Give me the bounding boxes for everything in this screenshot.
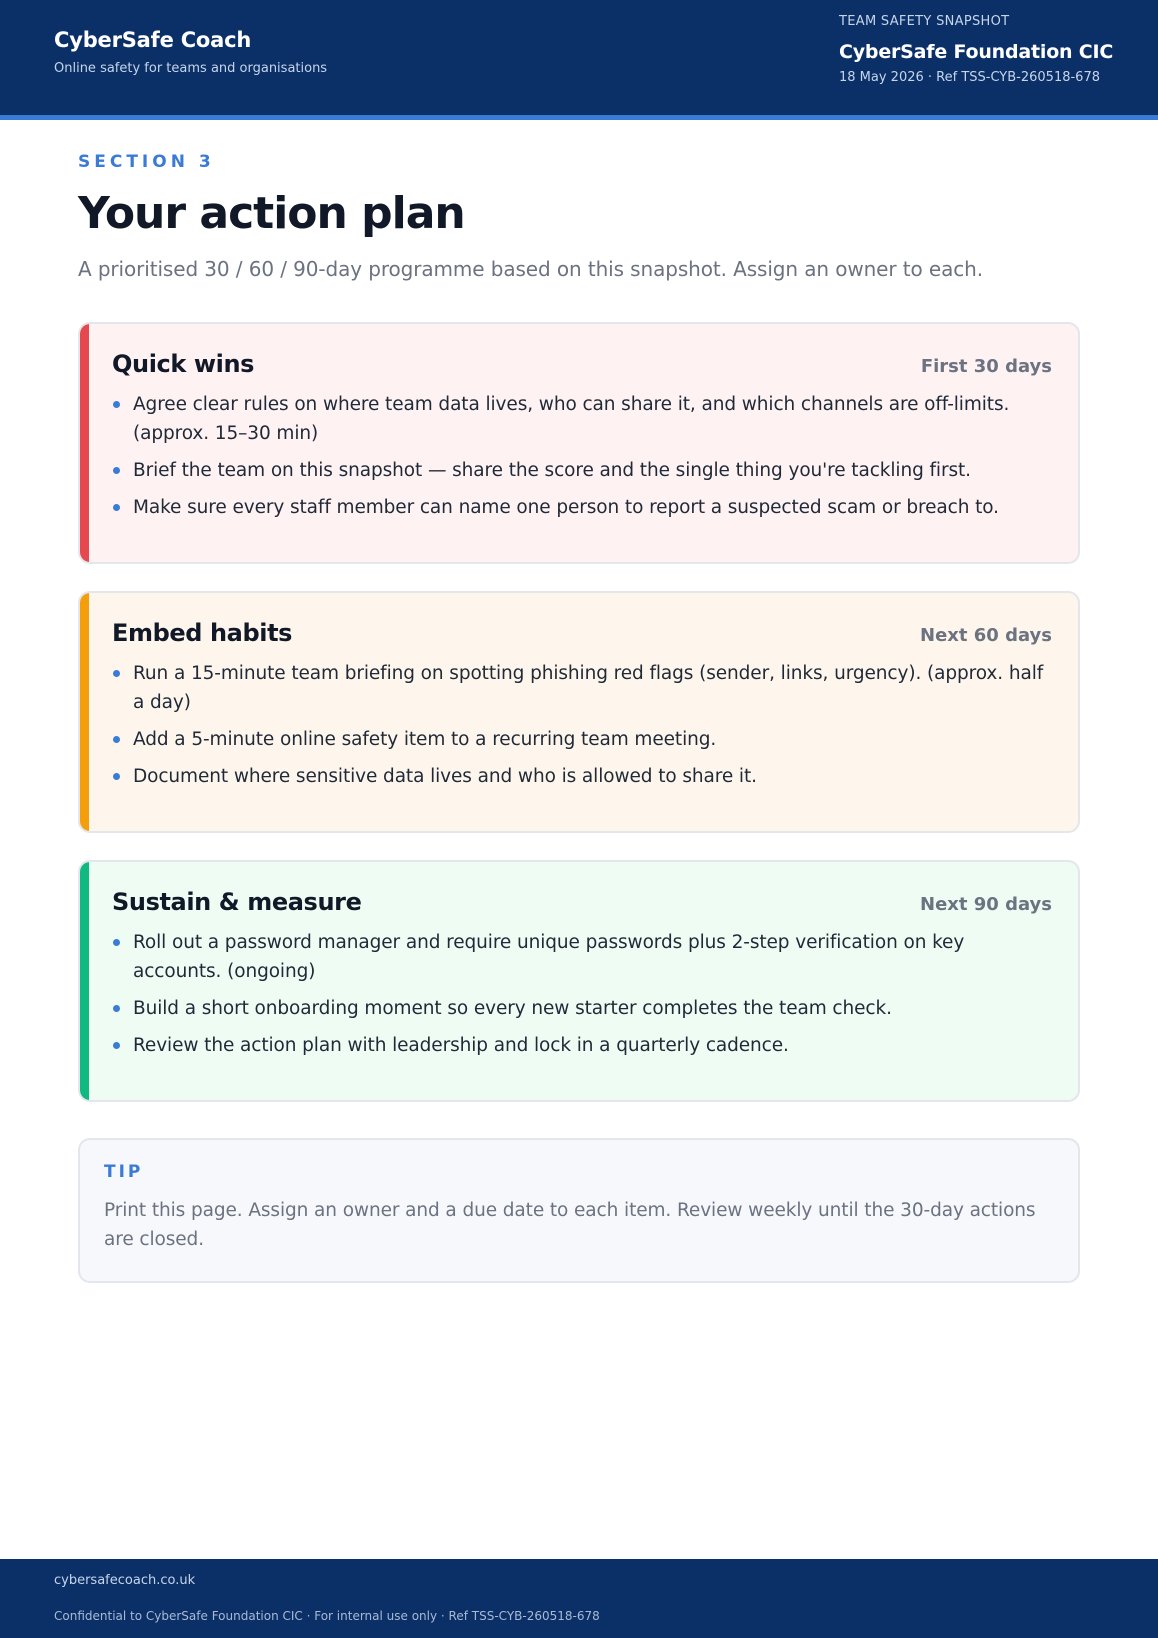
phase-card-embed-habits — [78, 591, 1080, 833]
brand — [54, 28, 327, 76]
phase-timeframe: Next 90 days — [920, 894, 1052, 916]
action-text: Run a 15-minute team briefing on spotting phishing red flags (sender, links, urgency). (approx. half a day) — [133, 663, 1044, 714]
phase-header — [112, 888, 1052, 916]
page-lede: A prioritised 30 / 60 / 90-day programme based on this snapshot. Assign an owner to each. — [78, 257, 983, 282]
action-item — [112, 1031, 1052, 1060]
main-content — [78, 152, 1080, 1283]
phase-accent-bar — [80, 862, 89, 1100]
action-item — [112, 762, 1052, 791]
action-text: Build a short onboarding moment so every new starter completes the team check. — [133, 998, 892, 1020]
action-item — [112, 493, 1052, 522]
bullet-dot-icon — [113, 670, 120, 677]
phase-title: Embed habits — [112, 619, 293, 648]
phase-header — [112, 350, 1052, 378]
page-footer — [0, 1559, 1158, 1638]
bullet-dot-icon — [113, 401, 120, 408]
bullet-dot-icon — [113, 939, 120, 946]
phase-title: Quick wins — [112, 350, 255, 379]
phase-card-sustain-measure — [78, 860, 1080, 1102]
action-item — [112, 725, 1052, 754]
action-text: Document where sensitive data lives and who is allowed to share it. — [133, 766, 757, 788]
phase-timeframe: Next 60 days — [920, 625, 1052, 647]
page-header — [0, 0, 1158, 120]
action-list — [112, 659, 1052, 791]
phase-header — [112, 619, 1052, 647]
bullet-dot-icon — [113, 1042, 120, 1049]
tip-label: TIP — [104, 1162, 144, 1183]
phase-timeframe: First 30 days — [920, 356, 1052, 378]
brand-name: CyberSafe Coach — [54, 28, 252, 52]
report-date-ref: 18 May 2026 · Ref TSS-CYB-260518-678 — [839, 70, 1100, 85]
bullet-dot-icon — [113, 1005, 120, 1012]
phase-accent-bar — [80, 324, 89, 562]
report-meta — [839, 14, 1113, 85]
action-text: Make sure every staff member can name one person to report a suspected scam or breach to. — [133, 497, 999, 519]
action-text: Review the action plan with leadership and lock in a quarterly cadence. — [133, 1035, 789, 1057]
bullet-dot-icon — [113, 736, 120, 743]
action-text: Roll out a password manager and require unique passwords plus 2-step verification on key accounts. (ongoing) — [133, 932, 965, 983]
bullet-dot-icon — [113, 504, 120, 511]
phase-accent-bar — [80, 593, 89, 831]
action-item — [112, 994, 1052, 1023]
action-item — [112, 456, 1052, 485]
action-item — [112, 390, 1052, 448]
section-eyebrow: SECTION 3 — [78, 152, 215, 172]
action-item — [112, 928, 1052, 986]
footer-legal-notice: Confidential to CyberSafe Foundation CIC · For internal use only · Ref TSS-CYB-260518-678 — [54, 1609, 600, 1623]
tip-text: Print this page. Assign an owner and a due date to each item. Review weekly until the 30-day actions are closed. — [104, 1200, 1036, 1251]
action-item — [112, 659, 1052, 717]
page-title: Your action plan — [78, 188, 465, 239]
action-text: Add a 5-minute online safety item to a recurring team meeting. — [133, 729, 717, 751]
phase-card-quick-wins — [78, 322, 1080, 564]
footer-website: cybersafecoach.co.uk — [54, 1573, 196, 1588]
organisation-name: CyberSafe Foundation CIC — [839, 41, 1114, 63]
bullet-dot-icon — [113, 467, 120, 474]
phase-title: Sustain & measure — [112, 888, 362, 917]
action-text: Brief the team on this snapshot — share the score and the single thing you're tackling first. — [133, 460, 971, 482]
action-text: Agree clear rules on where team data lives, who can share it, and which channels are off-limits. (approx. 15–30 min) — [133, 394, 1010, 445]
tip-box — [78, 1138, 1080, 1283]
action-list — [112, 928, 1052, 1060]
action-list — [112, 390, 1052, 522]
brand-tagline: Online safety for teams and organisations — [54, 61, 328, 76]
report-kicker: TEAM SAFETY SNAPSHOT — [839, 14, 1010, 29]
bullet-dot-icon — [113, 773, 120, 780]
